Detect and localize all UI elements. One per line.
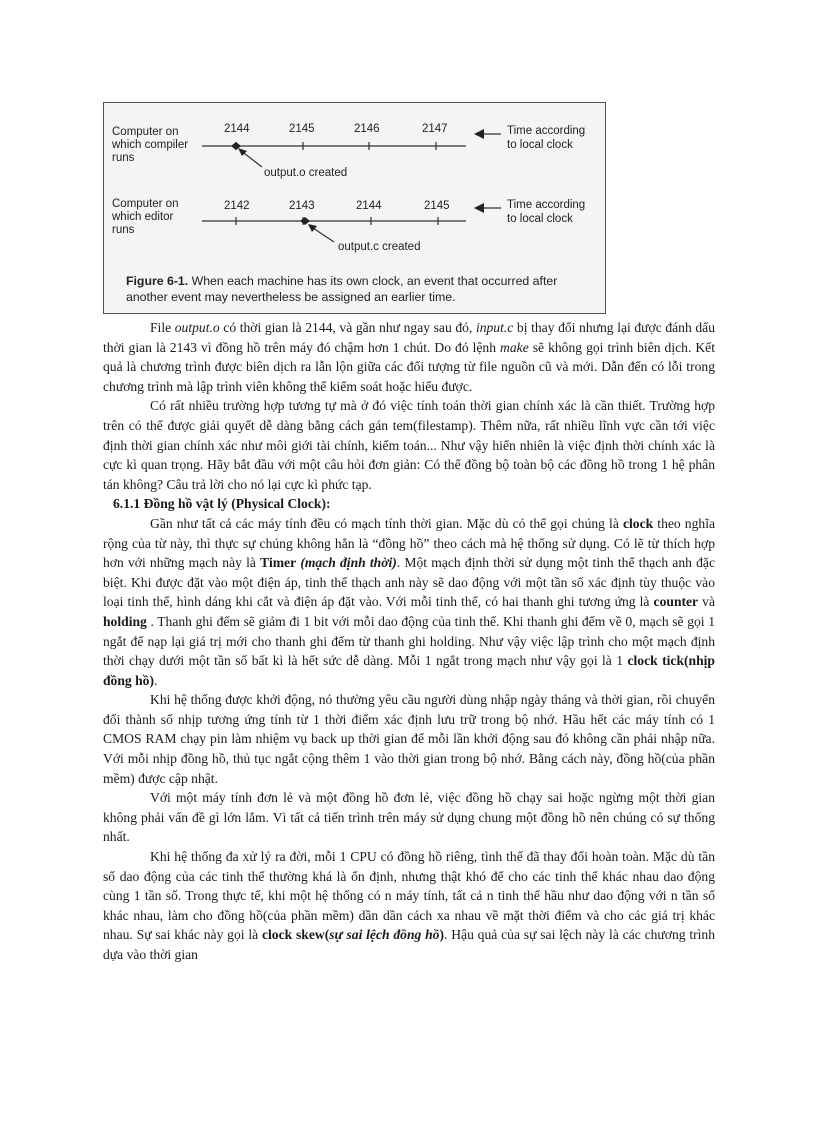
- p6-bold-clock-skew: clock skew(: [261, 927, 330, 943]
- figure-caption-label: Figure 6-1.: [126, 274, 189, 288]
- row2-event-marker: [300, 217, 310, 225]
- paragraph-5: Với một máy tính đơn lẻ và một đồng hồ đơn lẻ, việc đồng hồ chạy sai hoặc ngừng một thời gian không phải vấn đề gì lớn lắm. Vì tất cả tiến trình trên máy sử dụng chung một đồng hồ nên chúng có sự thống nhất.: [103, 790, 715, 845]
- paragraph-6: [103, 847, 715, 965]
- row2-tick-label-4: 2145: [424, 200, 450, 212]
- p3-bold-holding: holding: [103, 613, 147, 629]
- p1-text-4: sẽ không gọi trình biên dịch. Kết quả là chương trình được biên dịch ra lẫn lộn giữa các đối tượng từ file nguồn cũ và mới. Dẫn đến có lỗi trong chương trình mà lập trình viên không thể kiểm soát hoặc hiểu được.: [103, 339, 715, 394]
- row2-tick-label-3: 2144: [356, 200, 382, 212]
- p3-bold-clock: clock: [622, 515, 654, 531]
- row1-tick-label-1: 2144: [224, 123, 250, 135]
- row2-event-label: output.c created: [338, 241, 421, 253]
- p6-bold-close-paren: ): [439, 927, 445, 943]
- p3-text-6: .: [154, 672, 158, 688]
- row2-right-label-line2: to local clock: [507, 213, 573, 225]
- paragraph-4: Khi hệ thống được khởi động, nó thường yêu cầu người dùng nhập ngày tháng và thời gian, rồi chuyển đổi thành số nhịp tương ứng tính từ 1 thời điểm xác định lưu trữ trong bộ nhớ. Hầu hết các máy tính có 1 CMOS RAM chạy pin làm nhiệm vụ back up thời gian để mỗi lần khởi động sau đó không cần phải nhập nữa. Với mỗi nhịp đồng hồ, thủ tục ngắt cộng thêm 1 vào thời gian trong bộ nhớ. Bằng cách này, đồng hồ(của phần mềm) được cập nhật.: [103, 692, 715, 786]
- p6-text-1: Khi hệ thống đa xử lý ra đời, mỗi 1 CPU có đồng hồ riêng, tình thế đã thay đổi hoàn toàn. Mặc dù tần số dao động của các tinh thể thường khá là ổn định, nhưng thật khó để cho các tinh thể khác nhau dao động cùng 1 tần số. Trong thực tế, khi một hệ thống có n máy tính, tất cả n tinh thể hầu như dao động với n tần số khác nhau, làm cho đồng hồ(của phần mềm) dần dần cách xa nhau về mặt thời điểm và cho các giá trị khác nhau. Sự sai khác này gọi là: [103, 849, 715, 943]
- row1-event-label: output.o created: [264, 167, 348, 179]
- paragraph-1: [103, 318, 715, 396]
- p3-bold-clock-tick: clock tick(nhịp đồng hồ): [103, 653, 715, 688]
- row1-tick-label-3: 2146: [354, 123, 380, 135]
- row2-arrow-head: [474, 203, 484, 213]
- row1-tick-label-2: 2145: [289, 123, 315, 135]
- row1-right-label-line2: to local clock: [507, 139, 573, 151]
- row1-right-label-line1: Time according: [507, 125, 586, 137]
- p6-text-2: . Hậu quả của sự sai lệch này là các chương trình dựa vào thời gian: [103, 927, 716, 962]
- p1-italic-make: make: [500, 339, 529, 355]
- p3-text-4: và: [698, 594, 716, 610]
- p3-bold-italic-timer-vn: (mạch định thời): [296, 555, 397, 571]
- p1-italic-output-o: output.o: [174, 320, 220, 335]
- figure-caption: [126, 273, 596, 305]
- row1-label-line1: Computer on: [112, 126, 179, 138]
- figure-caption-text: When each machine has its own clock, an event that occurred after another event may nevertheless be assigned an earlier time.: [126, 274, 558, 304]
- p3-text-1: Gần như tất cả các máy tính đều có mạch tính thời gian. Mặc dù có thể gọi chúng là: [150, 515, 623, 531]
- p1-text-1: File: [150, 320, 175, 335]
- document-body: [103, 318, 715, 965]
- row1-arrow-head: [474, 129, 484, 139]
- row1-label-line2: which compiler: [112, 139, 189, 151]
- p3-text-5: . Thanh ghi đếm sẽ giảm đi 1 bit với mỗi dao động của tinh thể. Khi thanh ghi đếm về 0, mạch sẽ gọi 1 ngắt để nạp lại giá trị mới cho thanh ghi đếm từ thanh ghi holding. Như vậy việc lập trình cho một mạch định thời chạy dưới một tần số bất kì là hết sức dễ dàng. Mỗi 1 ngắt trong mạch như vậy gọi là 1: [103, 613, 715, 669]
- row2-label-line2: which editor: [112, 211, 174, 223]
- p1-text-2: có thời gian là 2144, và gần như ngay sau đó,: [219, 320, 476, 335]
- p3-bold-timer: Timer: [260, 555, 297, 571]
- paragraph-2: Có rất nhiều trường hợp tương tự mà ở đó việc tính toán thời gian chính xác là cần thiết. Trường hợp trên có thể được giải quyết dễ dàng bằng cách gán tem(filestamp). Thêm nữa, rất nhiều lĩnh vực cần tới việc định thời gian chính xác như môi giới tài chính, kiểm toán... Như vậy hiển nhiên là việc định thời chính xác là cực kì quan trọng. Hãy bắt đầu với một câu hỏi đơn giản: Có thể đồng bộ toàn bộ các đồng hồ trong 1 hệ phân tán không? Câu trả lời cho nó lại cực kì phức tạp.: [103, 398, 715, 492]
- figure-clock-skew: [103, 102, 606, 314]
- p1-italic-input-c: input.c: [475, 320, 514, 335]
- row2-pointer-head: [308, 224, 317, 232]
- row2-label-line1: Computer on: [112, 198, 179, 210]
- row2-tick-label-2: 2143: [289, 200, 315, 212]
- section-heading: 6.1.1 Đồng hồ vật lý (Physical Clock):: [113, 496, 331, 512]
- p3-text-3: . Một mạch định thời sử dụng một tinh thể thạch anh đặc biệt. Khi được đặt vào một điện áp, tinh thể thạch anh này sẽ dao động với một tần số xác định tùy thuộc vào loại tinh thể, hình dáng khi cắt và điện áp đặt vào. Với mỗi tinh thể, có hai thanh ghi tương ứng là: [103, 555, 715, 610]
- paragraph-3: [103, 514, 715, 690]
- p3-text-2: theo nghĩa rộng của từ này, thì thực sự chúng không hẳn là “đồng hồ” theo cách mà hệ thống sử dụng. Có lẽ từ thích hợp hơn với những mạch này là: [103, 515, 716, 571]
- row2-right-label-line1: Time according: [507, 199, 586, 211]
- p1-text-3: bị thay đổi nhưng lại được đánh dấu thời gian là 2143 vì đồng hồ trên máy đó chậm hơn 1 chút. Do đó lệnh: [103, 320, 715, 355]
- row2-tick-label-1: 2142: [224, 200, 250, 212]
- row1-label-line3: runs: [112, 152, 135, 164]
- row1-tick-label-4: 2147: [422, 123, 448, 135]
- p3-bold-counter: counter: [653, 594, 699, 610]
- row2-label-line3: runs: [112, 224, 135, 236]
- p6-bold-italic-skew-vn: sự sai lệch đồng hồ: [329, 927, 440, 943]
